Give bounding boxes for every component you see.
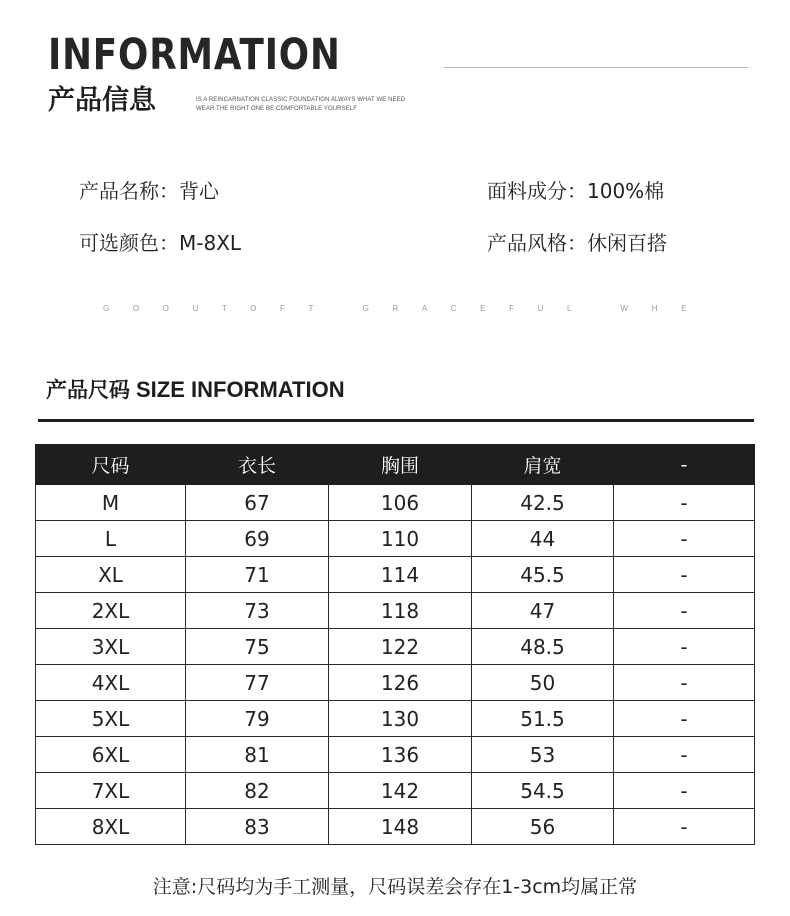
size-section-heading [46, 376, 345, 404]
cell-shoulder: 42.5 [472, 485, 614, 521]
cell-length: 77 [186, 665, 329, 701]
cell-size: 6XL [36, 737, 186, 773]
cell-chest: 122 [329, 629, 472, 665]
cell-chest: 130 [329, 701, 472, 737]
tagline-line-1: IS A REINCARNATION CLASSIC FOUNDATION ALWAYS WHAT WE NEED [196, 97, 406, 103]
cell-extra: - [614, 593, 755, 629]
cell-size: XL [36, 557, 186, 593]
cell-extra: - [614, 665, 755, 701]
cell-size: M [36, 485, 186, 521]
cell-extra: - [614, 809, 755, 845]
cell-size: 2XL [36, 593, 186, 629]
table-row [36, 701, 755, 737]
table-row [36, 593, 755, 629]
spec-style: 产品风格：休闲百搭 [487, 231, 667, 255]
cell-size: 8XL [36, 809, 186, 845]
cell-length: 79 [186, 701, 329, 737]
table-row [36, 485, 755, 521]
cell-extra: - [614, 521, 755, 557]
table-row [36, 557, 755, 593]
table-row [36, 629, 755, 665]
cell-length: 75 [186, 629, 329, 665]
cell-length: 71 [186, 557, 329, 593]
cell-length: 67 [186, 485, 329, 521]
header-chest: 胸围 [329, 445, 472, 485]
size-heading-en: SIZE INFORMATION [136, 377, 345, 402]
header-length: 衣长 [186, 445, 329, 485]
cell-size: 3XL [36, 629, 186, 665]
table-row [36, 809, 755, 845]
cell-extra: - [614, 737, 755, 773]
cell-chest: 114 [329, 557, 472, 593]
cell-extra: - [614, 773, 755, 809]
cell-size: 7XL [36, 773, 186, 809]
cell-chest: 110 [329, 521, 472, 557]
cell-chest: 118 [329, 593, 472, 629]
hero-title: INFORMATION [48, 30, 341, 80]
cell-chest: 136 [329, 737, 472, 773]
cell-size: 4XL [36, 665, 186, 701]
size-heading-cn: 产品尺码 [46, 378, 130, 402]
cell-length: 73 [186, 593, 329, 629]
spec-fabric: 面料成分：100%棉 [487, 179, 665, 203]
cell-extra: - [614, 629, 755, 665]
cell-shoulder: 47 [472, 593, 614, 629]
cell-shoulder: 45.5 [472, 557, 614, 593]
cell-shoulder: 50 [472, 665, 614, 701]
decorative-letters: GOOUTOFT GRACEFUL WHE [103, 304, 711, 313]
table-row [36, 773, 755, 809]
size-table-header [36, 445, 755, 485]
cell-chest: 148 [329, 809, 472, 845]
cell-shoulder: 44 [472, 521, 614, 557]
hero-subtitle: 产品信息 [48, 85, 156, 116]
cell-shoulder: 48.5 [472, 629, 614, 665]
header-size: 尺码 [36, 445, 186, 485]
size-table [35, 444, 755, 845]
cell-size: L [36, 521, 186, 557]
cell-extra: - [614, 557, 755, 593]
cell-length: 83 [186, 809, 329, 845]
cell-chest: 126 [329, 665, 472, 701]
cell-chest: 142 [329, 773, 472, 809]
cell-shoulder: 53 [472, 737, 614, 773]
cell-length: 82 [186, 773, 329, 809]
table-row [36, 665, 755, 701]
spec-colors: 可选颜色：M-8XL [79, 231, 242, 255]
cell-shoulder: 54.5 [472, 773, 614, 809]
size-section-divider [38, 419, 754, 422]
table-row [36, 521, 755, 557]
cell-extra: - [614, 485, 755, 521]
cell-shoulder: 51.5 [472, 701, 614, 737]
tagline-line-2: WEAR THE RIGHT ONE BE COMFORTABLE YOURSELF [196, 106, 358, 112]
cell-length: 69 [186, 521, 329, 557]
spec-product-name: 产品名称：背心 [79, 179, 219, 203]
header-shoulder: 肩宽 [472, 445, 614, 485]
measurement-note: 注意:尺码均为手工测量，尺码误差会存在1-3cm均属正常 [152, 876, 638, 898]
cell-shoulder: 56 [472, 809, 614, 845]
cell-length: 81 [186, 737, 329, 773]
table-row [36, 737, 755, 773]
hero-tagline [196, 96, 405, 114]
cell-extra: - [614, 701, 755, 737]
hero-divider [444, 67, 748, 68]
cell-chest: 106 [329, 485, 472, 521]
header-extra: - [614, 445, 755, 485]
cell-size: 5XL [36, 701, 186, 737]
